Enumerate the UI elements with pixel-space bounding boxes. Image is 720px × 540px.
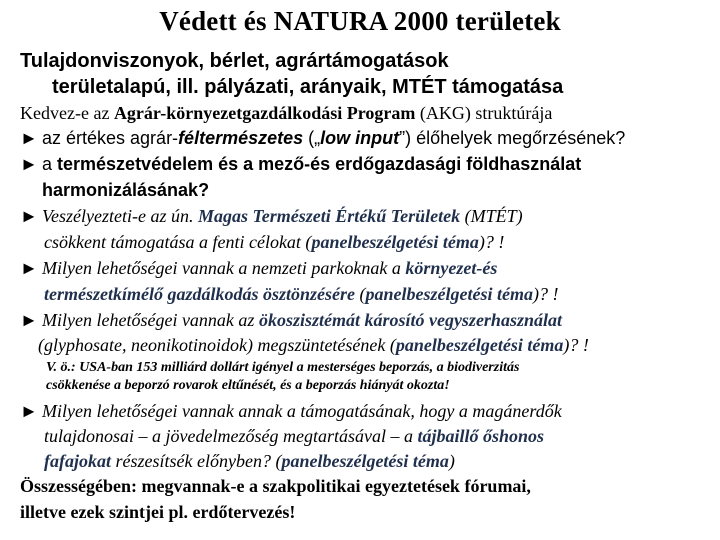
bullet-3-text-a: Veszélyezteti-e az ún. (42, 206, 198, 226)
bullet-5-text-a: Milyen lehetőségei vannak az (42, 310, 259, 330)
bullet-4 (20, 258, 497, 279)
bullet-1-text-a: az értékes agrár- (42, 128, 179, 148)
bullet-4-text-f: )? ! (532, 284, 559, 304)
bullet-5-text-b: ökoszisztémát károsító vegyszerhasználat (258, 310, 562, 330)
bullet-6-text-d: fafajokat (44, 451, 111, 471)
bullet-6-text-g: ) (448, 451, 455, 471)
bullet-arrow-icon: ► (20, 258, 38, 278)
intro-text-c: (AKG) struktúrája (415, 103, 553, 123)
bullet-4-line-2 (44, 284, 558, 305)
slide-title: Védett és NATURA 2000 területek (159, 6, 561, 36)
bullet-6-text-f: panelbeszélgetési téma (281, 451, 449, 471)
bullet-4-text-d: ( (355, 284, 366, 304)
bullet-1-text-d: low input (320, 128, 400, 148)
bullet-arrow-icon: ► (20, 310, 38, 330)
closing-line-2: illetve ezek szintjei pl. erdőtervezés! (20, 502, 296, 522)
bullet-4-text-c: természetkímélő gazdálkodás ösztönzésére (44, 284, 355, 304)
bullet-3-text-f: )? ! (478, 232, 505, 252)
bullet-5-text-e: )? ! (563, 335, 589, 355)
heading-line-2: területalapú, ill. pályázati, arányaik, MTÉT támogatása (52, 76, 564, 98)
bullet-6-text-c: tájbaillő őshonos (417, 426, 545, 446)
bullet-3-text-e: panelbeszélgetési téma (311, 232, 479, 252)
closing-line-1: Összességében: megvannak-e a szakpolitikai egyeztetések fórumai, (20, 476, 531, 496)
bullet-6-text-b: tulajdonosai – a jövedelmezőség megtartásával – a (44, 426, 418, 446)
bullet-1 (20, 128, 625, 149)
heading-line-1: Tulajdonviszonyok, bérlet, agrártámogatások (20, 50, 449, 72)
bullet-4-text-b: környezet-és (405, 258, 498, 278)
bullet-6-line-3 (44, 451, 455, 472)
bullet-arrow-icon: ► (20, 401, 38, 421)
bullet-5 (20, 310, 562, 331)
bullet-3 (20, 206, 523, 227)
note-line-2: csökkenése a beporzó rovarok eltűnését, és a beporzás hiányát okozta! (46, 378, 450, 393)
bullet-2-text-a: a (42, 154, 58, 174)
bullet-1-text-b: féltermészetes (178, 128, 304, 148)
bullet-6 (20, 401, 562, 422)
bullet-2-line-2: harmonizálásának? (42, 180, 210, 200)
bullet-2-text-b: természetvédelem és a mező-és erdőgazdasági földhasználat (57, 154, 582, 174)
note-line-1: V. ö.: USA-ban 153 milliárd dollárt igényel a mesterséges beporzás, a biodiverzitás (46, 360, 520, 375)
bullet-6-text-a: Milyen lehetőségei vannak annak a támogatásának, hogy a magánerdők (42, 401, 562, 421)
bullet-4-text-e: panelbeszélgetési téma (365, 284, 533, 304)
intro-text-a: Kedvez-e az (20, 103, 114, 123)
bullet-5-line-2 (38, 335, 589, 356)
bullet-5-text-d: panelbeszélgetési téma (395, 335, 564, 355)
bullet-arrow-icon: ► (20, 128, 38, 148)
intro-text-b: Agrár-környezetgazdálkodási Program (113, 103, 416, 123)
bullet-3-text-b: Magas Természeti Értékű Területek (197, 206, 461, 226)
bullet-arrow-icon: ► (20, 206, 38, 226)
bullet-1-text-c: („ (303, 128, 321, 148)
bullet-3-text-d: csökkent támogatása a fenti célokat ( (44, 232, 312, 252)
bullet-arrow-icon: ► (20, 154, 38, 174)
bullet-6-line-2 (44, 426, 544, 447)
bullet-6-text-e: részesítsék előnyben? ( (111, 451, 282, 471)
bullet-2 (20, 154, 581, 175)
bullet-5-text-c: (glyphosate, neonikotinoidok) megszüntetésének ( (38, 335, 396, 355)
bullet-3-line-2 (44, 232, 504, 253)
bullet-3-text-c: (MTÉT) (460, 206, 523, 226)
bullet-4-text-a: Milyen lehetőségei vannak a nemzeti parkoknak a (42, 258, 406, 278)
intro-line (20, 103, 552, 124)
bullet-1-text-e: ”) élőhelyek megőrzésének? (399, 128, 626, 148)
